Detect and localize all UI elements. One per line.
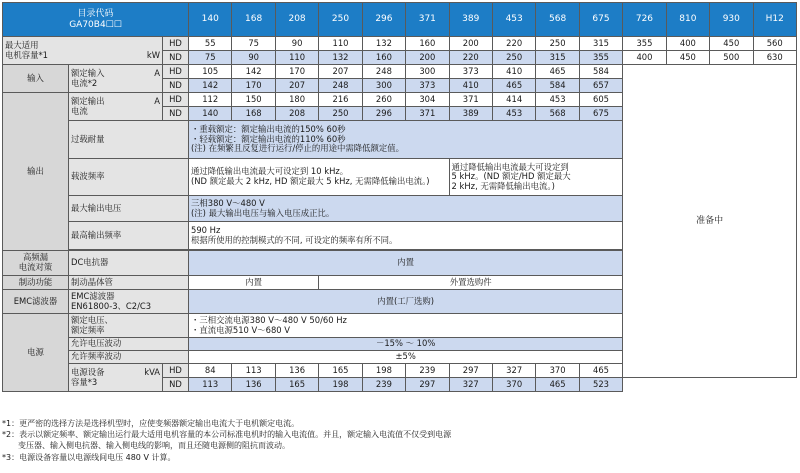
value-cell: 110 bbox=[275, 51, 318, 65]
code-cell: 726 bbox=[623, 3, 666, 37]
value-cell: 207 bbox=[319, 65, 362, 79]
input-label-line2: 电流*2 bbox=[71, 77, 98, 88]
value-cell: 200 bbox=[406, 51, 449, 65]
value-cell: 315 bbox=[536, 51, 579, 65]
capacity-label-line2: 容量*3 bbox=[71, 376, 98, 387]
emc-label-line1: EMC滤波器 bbox=[71, 290, 115, 301]
value-cell: 112 bbox=[189, 93, 232, 107]
power-rated-line2: 额定频率 bbox=[71, 324, 105, 335]
value-cell: 568 bbox=[536, 107, 579, 121]
catalog-code-header bbox=[3, 3, 189, 37]
harmonic-cat-line2: 电流对策 bbox=[18, 262, 53, 272]
value-cell: 296 bbox=[362, 107, 405, 121]
value-cell: 165 bbox=[319, 364, 362, 378]
footnote: *2：表示以额定频率、额定输出运行最大适用电机容量的本公司标准电机时的输入电流值。并且，额定输入电流值不仅受到电源 bbox=[2, 430, 452, 440]
carrier-value-a bbox=[189, 159, 450, 196]
code-cell: 250 bbox=[319, 3, 362, 37]
value-cell: 450 bbox=[666, 51, 709, 65]
value-cell: 207 bbox=[275, 79, 318, 93]
value-cell: 297 bbox=[406, 378, 449, 392]
max-voltage-line: 三相380 V～480 V bbox=[191, 197, 265, 208]
emc-filter-value: 内置(工厂选购) bbox=[189, 290, 623, 314]
power-rated-line: ・直流电源510 V～680 V bbox=[191, 324, 291, 335]
value-cell: 465 bbox=[579, 364, 622, 378]
value-cell: 355 bbox=[579, 51, 622, 65]
category-harmonic bbox=[3, 251, 69, 276]
output-current-label bbox=[69, 93, 163, 121]
value-cell: 248 bbox=[319, 79, 362, 93]
code-cell: 453 bbox=[492, 3, 535, 37]
motor-label-line1: 最大适用 bbox=[5, 39, 39, 50]
value-cell: 113 bbox=[232, 364, 275, 378]
carrier-line: 通过降低输出电流最大可设定到 bbox=[451, 161, 569, 172]
value-cell: 142 bbox=[189, 79, 232, 93]
value-cell: 657 bbox=[579, 79, 622, 93]
value-cell: 132 bbox=[319, 51, 362, 65]
value-cell: 216 bbox=[319, 93, 362, 107]
overload-value bbox=[189, 121, 623, 159]
value-cell: 136 bbox=[275, 364, 318, 378]
mode-hd: HD bbox=[163, 65, 189, 79]
input-unit: A bbox=[154, 67, 160, 78]
value-cell: 198 bbox=[362, 364, 405, 378]
value-cell: 180 bbox=[275, 93, 318, 107]
freq-fluct-label: 允许频率波动 bbox=[69, 351, 189, 364]
emc-label-line2: EN61800-3、C2/C3 bbox=[71, 300, 152, 311]
mode-hd: HD bbox=[163, 93, 189, 107]
brake-builtin-value: 内置 bbox=[189, 276, 319, 290]
value-cell: 371 bbox=[406, 107, 449, 121]
value-cell: 675 bbox=[579, 107, 622, 121]
value-cell: 170 bbox=[275, 65, 318, 79]
value-cell: 170 bbox=[232, 79, 275, 93]
value-cell: 371 bbox=[449, 93, 492, 107]
brake-transistor-label: 制动晶体管 bbox=[69, 276, 189, 290]
value-cell: 300 bbox=[406, 65, 449, 79]
value-cell: 113 bbox=[189, 378, 232, 392]
value-cell: 250 bbox=[319, 107, 362, 121]
value-cell: 239 bbox=[362, 378, 405, 392]
value-cell: 200 bbox=[449, 37, 492, 51]
category-output: 输出 bbox=[3, 93, 69, 251]
mode-hd: HD bbox=[163, 37, 189, 51]
value-cell: 105 bbox=[189, 65, 232, 79]
value-cell: 132 bbox=[362, 37, 405, 51]
header-row bbox=[3, 3, 797, 37]
value-cell: 400 bbox=[623, 51, 666, 65]
value-cell: 327 bbox=[492, 364, 535, 378]
code-cell: 675 bbox=[579, 3, 622, 37]
footnote: 变压器、输入侧电抗器、输入侧电线的影响，而且还随电源侧的阻抗而波动。 bbox=[2, 441, 290, 451]
value-cell: 465 bbox=[536, 65, 579, 79]
value-cell: 584 bbox=[536, 79, 579, 93]
code-cell: 168 bbox=[232, 3, 275, 37]
value-cell: 90 bbox=[232, 51, 275, 65]
value-cell: 300 bbox=[362, 79, 405, 93]
code-cell: 568 bbox=[536, 3, 579, 37]
model-name: GA70B4 bbox=[69, 19, 106, 30]
max-frequency-line: 根据所使用的控制模式的不同, 可设定的频率有所不同。 bbox=[191, 234, 398, 245]
value-cell: 160 bbox=[406, 37, 449, 51]
carrier-value-b bbox=[449, 159, 623, 196]
overload-line: ・轻载额定：额定输出电流的110% 60秒 bbox=[191, 133, 346, 144]
value-cell: 198 bbox=[319, 378, 362, 392]
value-cell: 584 bbox=[579, 65, 622, 79]
category-emc: EMC滤波器 bbox=[3, 290, 69, 314]
power-rated-line: ・三相交流电源380 V～480 V 50/60 Hz bbox=[191, 314, 347, 325]
power-rated-value bbox=[189, 314, 623, 338]
output-label-line1: 额定输出 bbox=[71, 95, 105, 106]
value-cell: 160 bbox=[362, 51, 405, 65]
max-frequency-label: 最高输出频率 bbox=[69, 222, 189, 250]
harmonic-cat-line1: 高频漏 bbox=[22, 252, 49, 263]
input-label-line1: 额定输入 bbox=[71, 67, 105, 78]
overload-label: 过载耐量 bbox=[69, 121, 189, 159]
mode-nd: ND bbox=[163, 378, 189, 392]
output-unit: A bbox=[154, 95, 160, 106]
value-cell: 220 bbox=[449, 51, 492, 65]
value-cell: 140 bbox=[189, 107, 232, 121]
preparing-cell: 准备中 bbox=[623, 65, 797, 378]
capacity-label-line1: 电源设备 bbox=[71, 366, 105, 377]
carrier-line: (ND 额定最大 2 kHz, HD 额定最大 5 kHz, 无需降低输出电流。) bbox=[191, 176, 430, 186]
motor-hd-row bbox=[3, 37, 797, 51]
value-cell: 239 bbox=[406, 364, 449, 378]
spec-table bbox=[2, 2, 797, 392]
value-cell: 150 bbox=[232, 93, 275, 107]
value-cell: 370 bbox=[536, 364, 579, 378]
category-power: 电源 bbox=[3, 314, 69, 392]
mode-nd: ND bbox=[163, 51, 189, 65]
value-cell: 410 bbox=[449, 79, 492, 93]
value-cell: 84 bbox=[189, 364, 232, 378]
code-cell: 208 bbox=[275, 3, 318, 37]
code-cell: 371 bbox=[406, 3, 449, 37]
value-cell: 450 bbox=[710, 37, 753, 51]
category-input: 输入 bbox=[3, 65, 69, 93]
code-cell: 389 bbox=[449, 3, 492, 37]
value-cell: 165 bbox=[275, 378, 318, 392]
model-placeholder: ☐☐ bbox=[105, 19, 122, 30]
value-cell: 304 bbox=[406, 93, 449, 107]
max-frequency-value bbox=[189, 222, 623, 250]
brake-external-value: 外置选购件 bbox=[319, 276, 623, 290]
max-frequency-line: 590 Hz bbox=[191, 224, 221, 235]
value-cell: 260 bbox=[362, 93, 405, 107]
output-label-line2: 电流 bbox=[71, 105, 88, 116]
carrier-label: 载波频率 bbox=[69, 159, 189, 196]
value-cell: 248 bbox=[362, 65, 405, 79]
value-cell: 453 bbox=[492, 107, 535, 121]
value-cell: 250 bbox=[492, 51, 535, 65]
voltage-fluct-label: 允许电压波动 bbox=[69, 338, 189, 351]
catalog-code-label: 目录代码 bbox=[77, 9, 114, 20]
carrier-line: 通过降低输出电流最大可设定到 10 kHz。 bbox=[191, 166, 349, 177]
value-cell: 315 bbox=[579, 37, 622, 51]
input-hd-row bbox=[3, 65, 797, 79]
max-voltage-line: (注) 最大输出电压与输入电压成正比。 bbox=[191, 207, 335, 218]
value-cell: 110 bbox=[319, 37, 362, 51]
capacity-unit: kVA bbox=[144, 366, 160, 377]
motor-unit: kW bbox=[146, 49, 160, 60]
overload-line: ・重载额定：额定输出电流的150% 60秒 bbox=[191, 124, 346, 135]
value-cell: 414 bbox=[492, 93, 535, 107]
code-cell: 810 bbox=[666, 3, 709, 37]
value-cell: 250 bbox=[536, 37, 579, 51]
mode-nd: ND bbox=[163, 107, 189, 121]
freq-fluct-value: ±5% bbox=[189, 351, 623, 364]
overload-line: (注) 在频繁且反复进行运行/停止的用途中需降低额定值。 bbox=[191, 143, 405, 154]
carrier-line: 2 kHz, 无需降低输出电流。) bbox=[451, 180, 555, 191]
mode-hd: HD bbox=[163, 364, 189, 378]
emc-filter-label bbox=[69, 290, 189, 314]
footnotes bbox=[2, 418, 798, 463]
value-cell: 500 bbox=[710, 51, 753, 65]
value-cell: 90 bbox=[275, 37, 318, 51]
code-cell: 140 bbox=[189, 3, 232, 37]
value-cell: 560 bbox=[753, 37, 796, 51]
code-cell: H12 bbox=[753, 3, 796, 37]
value-cell: 142 bbox=[232, 65, 275, 79]
value-cell: 220 bbox=[492, 37, 535, 51]
dc-reactor-value: 内置 bbox=[189, 251, 623, 276]
code-cell: 930 bbox=[710, 3, 753, 37]
input-current-label bbox=[69, 65, 163, 93]
value-cell: 327 bbox=[449, 378, 492, 392]
value-cell: 208 bbox=[275, 107, 318, 121]
value-cell: 355 bbox=[623, 37, 666, 51]
value-cell: 373 bbox=[449, 65, 492, 79]
power-rated-line1: 额定电压、 bbox=[71, 314, 113, 325]
mode-nd: ND bbox=[163, 79, 189, 93]
value-cell: 523 bbox=[579, 378, 622, 392]
value-cell: 630 bbox=[753, 51, 796, 65]
value-cell: 605 bbox=[579, 93, 622, 107]
motor-capacity-label bbox=[3, 37, 163, 65]
power-capacity-label bbox=[69, 364, 163, 392]
value-cell: 136 bbox=[232, 378, 275, 392]
footnote: *1：更严密的选择方法是选择机型时，应使变频器额定输出电流大于电机额定电流。 bbox=[2, 419, 300, 428]
footnote: *3：电源设备容量以电源线间电压 480 V 计算。 bbox=[2, 452, 176, 462]
value-cell: 400 bbox=[666, 37, 709, 51]
value-cell: 55 bbox=[189, 37, 232, 51]
value-cell: 168 bbox=[232, 107, 275, 121]
value-cell: 75 bbox=[232, 37, 275, 51]
code-cell: 296 bbox=[362, 3, 405, 37]
power-rated-label bbox=[69, 314, 189, 338]
value-cell: 373 bbox=[406, 79, 449, 93]
max-voltage-label: 最大输出电压 bbox=[69, 196, 189, 222]
value-cell: 410 bbox=[492, 65, 535, 79]
carrier-line: 5 kHz。(ND 额定/HD 额定最大 bbox=[451, 171, 571, 182]
dc-reactor-label: DC电抗器 bbox=[69, 251, 189, 276]
value-cell: 465 bbox=[492, 79, 535, 93]
value-cell: 453 bbox=[536, 93, 579, 107]
value-cell: 75 bbox=[189, 51, 232, 65]
value-cell: 297 bbox=[449, 364, 492, 378]
value-cell: 389 bbox=[449, 107, 492, 121]
category-brake: 制动功能 bbox=[3, 276, 69, 290]
voltage-fluct-value: －15% ～ 10% bbox=[189, 338, 623, 351]
motor-label-line2: 电机容量*1 bbox=[5, 49, 49, 60]
value-cell: 465 bbox=[536, 378, 579, 392]
value-cell: 370 bbox=[492, 378, 535, 392]
max-voltage-value bbox=[189, 196, 623, 222]
